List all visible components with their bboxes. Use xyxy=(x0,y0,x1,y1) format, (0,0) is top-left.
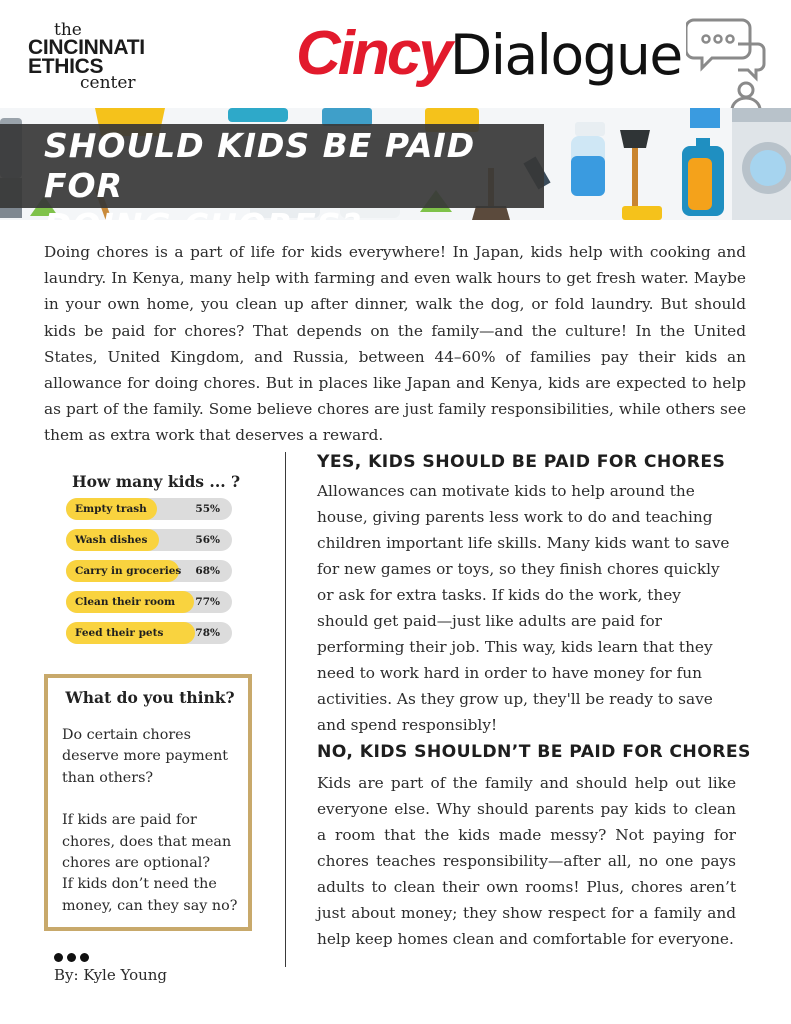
brand-cincy: Cincy xyxy=(296,19,450,88)
chores-bar-chart xyxy=(66,498,232,653)
bar-track xyxy=(66,560,232,582)
page-title xyxy=(44,126,544,246)
gloves-icon xyxy=(622,206,662,220)
speech-bubble-person-icon xyxy=(686,14,770,110)
intro-paragraph: Doing chores is a part of life for kids everywhere! In Japan, kids help with cooking and laundry. In Kenya, many help with farming and even walk hours to get fresh water. Maybe in your own home, you clean up after dinner, walk the dog, or fold laundry. But should kids be paid for chores? That depends on the family—and the culture! In the United States, United Kingdom, and Russia, between 44–60% of families pay their kids an allowance for doing chores. But in places like Japan and Kenya, kids are expected to help as part of the family. Some believe chores are just family responsibilities, while others see them as extra work that deserves a reward. xyxy=(44,243,746,445)
bar-category-label: Feed their pets xyxy=(75,627,164,639)
byline: By: Kyle Young xyxy=(54,966,168,984)
title-box xyxy=(0,124,544,245)
bar-category-label: Wash dishes xyxy=(75,534,148,546)
chart-title: How many kids ... ? xyxy=(72,472,241,491)
ethics-center-logo xyxy=(28,20,178,93)
no-section-body: Kids are part of the family and should help out like everyone else. Why should parents pay kids to clean a room that the kids made messy? Not paying for chores teaches responsibility—after all, no one pays adults to clean their own rooms! Plus, chores aren’t just about money; they show respect for a family and help keep homes clean and comfortable for everyone. xyxy=(317,774,736,948)
column-divider xyxy=(285,452,286,967)
bar-category-label: Carry in groceries xyxy=(75,565,182,577)
yes-section-heading: YES, KIDS SHOULD BE PAID FOR CHORES xyxy=(317,452,726,472)
brand-dialogue: Dialogue xyxy=(449,23,682,87)
logo-cincinnati: CINCINNATI xyxy=(28,36,145,59)
bar-track xyxy=(66,498,232,520)
bar-track xyxy=(66,622,232,644)
question-3: If kids don’t need the money, can they say no? xyxy=(62,876,238,914)
bar-value-label: 55% xyxy=(195,503,220,515)
bar-value-label: 68% xyxy=(195,565,220,577)
yes-section-body: Allowances can motivate kids to help around the house, giving parents less work to do and teaching children important life skills. Many kids want to save for new games or toys, so they finish chores quickly or ask for extra tasks. If kids do the work, they should get paid—just like adults are paid for performing their job. This way, kids learn that they need to work hard in order to have money for fun activities. As they grow up, they'll be ready to save and spend responsibly! xyxy=(317,482,730,734)
what-do-you-think-box xyxy=(44,674,252,931)
bar-value-label: 77% xyxy=(195,596,220,608)
washing-machine-icon xyxy=(732,108,791,220)
questions-heading: What do you think? xyxy=(65,688,235,707)
logo-the: the xyxy=(54,20,82,40)
ellipsis-dots-icon xyxy=(54,947,93,966)
logo-ethics: ETHICS xyxy=(28,55,104,78)
bar-value-label: 56% xyxy=(195,534,220,546)
bar-category-label: Empty trash xyxy=(75,503,147,515)
cincy-dialogue-logo xyxy=(296,18,682,102)
bar-value-label: 78% xyxy=(195,627,220,639)
bar-track xyxy=(66,529,232,551)
question-2: If kids are paid for chores, does that mean chores are optional? xyxy=(62,812,232,872)
logo-center: center xyxy=(80,73,136,93)
question-1: Do certain chores deserve more payment than others? xyxy=(62,727,229,786)
bar-category-label: Clean their room xyxy=(75,596,176,608)
bar-track xyxy=(66,591,232,613)
title-line-1: SHOULD KIDS BE PAID FOR xyxy=(44,126,476,205)
no-section-heading: NO, KIDS SHOULDN’T BE PAID FOR CHORES xyxy=(317,742,751,762)
title-line-2: DOING CHORES? xyxy=(44,206,362,245)
